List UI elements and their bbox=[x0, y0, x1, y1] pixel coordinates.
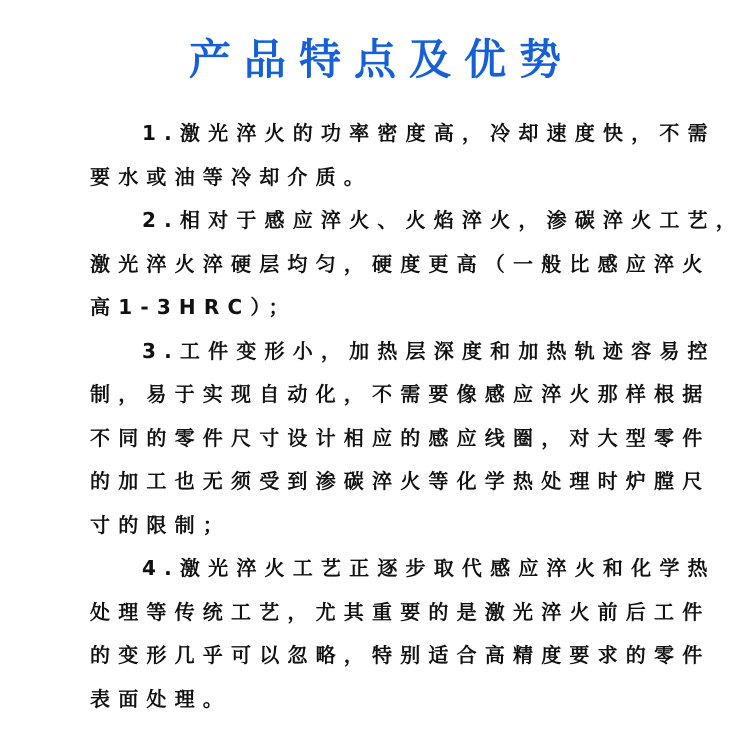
feature-paragraph-1 bbox=[90, 112, 716, 199]
paragraph-line: 不同的零件尺寸设计相应的感应线圈，对大型零件 bbox=[90, 425, 711, 450]
page-title: 产品特点及优势 bbox=[188, 35, 574, 84]
feature-paragraph-4 bbox=[90, 547, 716, 721]
paragraph-line: 4.激光淬火工艺正逐步取代感应淬火和化学热 bbox=[142, 556, 716, 580]
paragraph-line: 处理等传统工艺，尤其重要的是激光淬火前后工件 bbox=[90, 599, 711, 624]
paragraph-line: 的变形几乎可以忽略，特别适合高精度要求的零件 bbox=[90, 643, 711, 667]
paragraph-line: 制，易于实现自动化，不需要像感应淬火那样根据 bbox=[90, 382, 711, 406]
paragraph-line: 3.工件变形小，加热层深度和加热轨迹容易控 bbox=[142, 338, 716, 363]
paragraph-line: 要水或油等冷却介质。 bbox=[90, 164, 372, 189]
paragraph-line: 高1-3HRC）； bbox=[90, 295, 297, 319]
paragraph-line: 1.激光淬火的功率密度高，冷却速度快，不需 bbox=[142, 121, 716, 145]
paragraph-line: 2.相对于感应淬火、火焰淬火，渗碳淬火工艺， bbox=[142, 208, 744, 232]
feature-paragraph-3 bbox=[90, 330, 716, 548]
feature-paragraph-2 bbox=[90, 199, 744, 330]
paragraph-line: 寸的限制； bbox=[90, 512, 231, 537]
paragraph-line: 表面处理。 bbox=[90, 686, 231, 711]
features-body bbox=[90, 112, 744, 721]
paragraph-line: 激光淬火淬硬层均匀，硬度更高（一般比感应淬火 bbox=[90, 251, 711, 276]
paragraph-line: 的加工也无须受到渗碳淬火等化学热处理时炉膛尺 bbox=[90, 469, 711, 493]
